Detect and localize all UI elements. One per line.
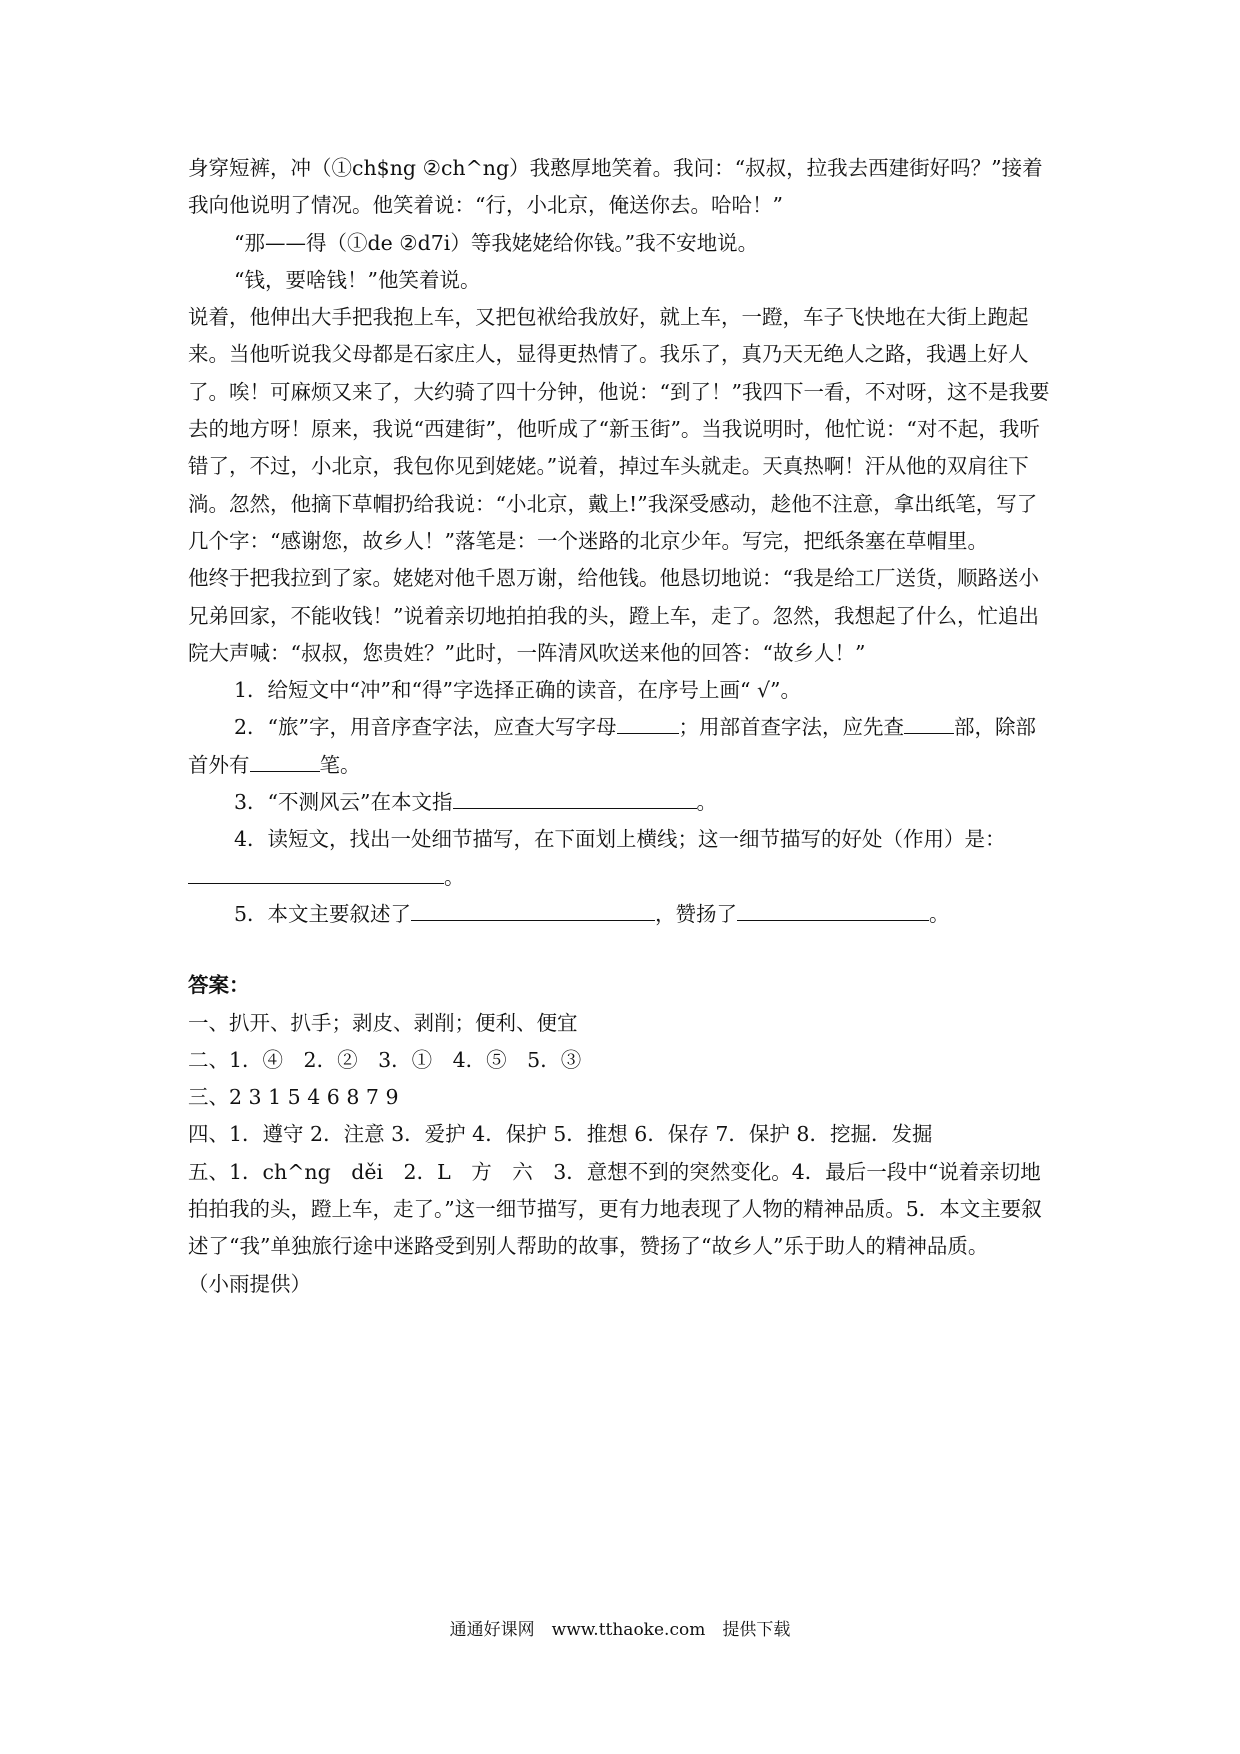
question-5: [188, 896, 1054, 933]
answer-5: 五、1．ch^ng děi 2．L 方 六 3．意想不到的突然变化。4．最后一段中“说着亲切地拍拍我的头，蹬上车，走了。”这一细节描写，更有力地表现了人物的精神品质。5．本文主要叙述了“我”单独旅行途中迷路受到别人帮助的故事，赞扬了“故乡人”乐于助人的精神品质。: [188, 1159, 1042, 1259]
question-1: 1．给短文中“冲”和“得”字选择正确的读音，在序号上画“ √”。: [234, 678, 802, 703]
answer-4: 四、1．遵守 2．注意 3．爱护 4．保护 5．推想 6．保存 7．保护 8．挖掘．发掘: [188, 1122, 933, 1147]
answer-1: 一、扒开、扒手；剥皮、剥削；便利、便宜: [188, 1010, 578, 1035]
answer-blank-meaning[interactable]: [453, 784, 697, 809]
question-3-text-a: 3．“不测风云”在本文指: [234, 790, 453, 815]
answer-blank-summary[interactable]: [411, 896, 655, 921]
question-2: [188, 709, 1054, 784]
passage-paragraph-2: “那——得（①de ②d7i）等我姥姥给你钱。”我不安地说。: [234, 230, 759, 255]
answers-title: 答案：: [188, 973, 250, 998]
passage-paragraph-1: 身穿短裤，冲（①ch$ng ②ch^ng）我憨厚地笑着。我问：“叔叔，拉我去西建街好吗？”接着我向他说明了情况。他笑着说：“行，小北京，俺送你去。哈哈！”: [188, 156, 1043, 218]
question-2-text-d: 笔。: [319, 752, 361, 777]
question-4-text-b: 。: [444, 864, 465, 889]
answer-blank-strokes[interactable]: [250, 747, 320, 772]
question-5-text-a: 5．本文主要叙述了: [234, 901, 412, 926]
answer-blank-praise[interactable]: [737, 896, 929, 921]
question-2-text-b: ；用部首查字法，应先查: [678, 715, 905, 740]
question-4-text-a: 4．读短文，找出一处细节描写，在下面划上横线；这一细节描写的好处（作用）是：: [234, 827, 1006, 852]
question-4: [188, 821, 1054, 896]
answer-blank-letter[interactable]: [617, 709, 679, 734]
answer-blank-radical[interactable]: [904, 709, 954, 734]
footer-source: 通通好课网 www.tthaoke.com 提供下载: [449, 1620, 791, 1640]
passage-paragraph-5: 他终于把我拉到了家。姥姥对他千恩万谢，给他钱。他恳切地说：“我是给工厂送货，顺路送小兄弟回家，不能收钱！”说着亲切地拍拍我的头，蹬上车，走了。忽然，我想起了什么，忙追出院大声喊：“叔叔，您贵姓？”此时，一阵清风吹送来他的回答：“故乡人！”: [188, 566, 1039, 665]
question-3-text-b: 。: [696, 790, 718, 815]
question-2-text-a: 2．“旅”字，用音序查字法，应查大写字母: [234, 715, 617, 740]
question-3: [188, 784, 1054, 821]
answer-3: 三、2 3 1 5 4 6 8 7 9: [188, 1085, 399, 1110]
question-5-text-b: ，赞扬了: [655, 901, 738, 926]
answer-blank-detail[interactable]: [188, 859, 444, 884]
page-content: [188, 150, 1054, 1303]
passage-paragraph-4: 说着，他伸出大手把我抱上车，又把包袱给我放好，就上车，一蹬，车子飞快地在大街上跑起来。当他听说我父母都是石家庄人，显得更热情了。我乐了，真乃天无绝人之路，我遇上好人了。唉！可麻烦又来了，大约骑了四十分钟，他说：“到了！”我四下一看，不对呀，这不是我要去的地方呀！原来，我说“西建街”，他听成了“新玉街”。当我说明时，他忙说：“对不起，我听错了，不过，小北京，我包你见到姥姥。”说着，掉过车头就走。天真热啊！汗从他的双肩往下淌。忽然，他摘下草帽扔给我说：“小北京，戴上!”我深受感动，趁他不注意，拿出纸笔，写了几个字：“感谢您，故乡人！”落笔是：一个迷路的北京少年。写完，把纸条塞在草帽里。: [188, 305, 1050, 553]
question-2-text-c: 部，除部首外有: [188, 715, 1037, 777]
section-gap: [188, 933, 1054, 967]
answer-2: 二、1．④ 2．② 3．① 4．⑤ 5．③: [188, 1047, 582, 1072]
question-5-text-c: 。: [929, 901, 950, 926]
passage-paragraph-3: “钱，要啥钱！”他笑着说。: [234, 267, 481, 292]
credit: （小雨提供）: [188, 1271, 311, 1296]
